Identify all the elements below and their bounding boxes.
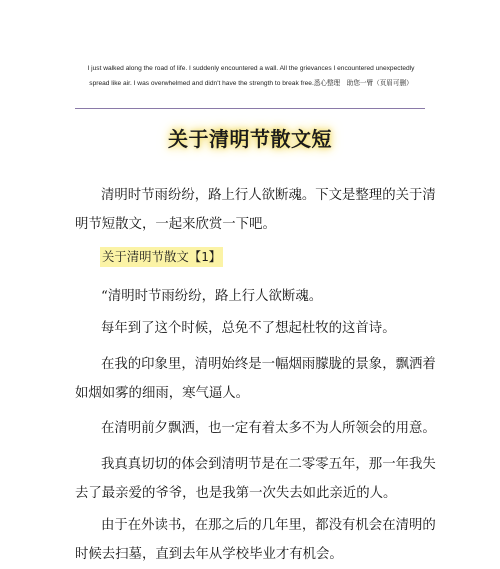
intro-line-1: 清明时节雨纷纷，路上行人欲断魂。下文是整理的关于清 <box>101 188 436 203</box>
page-header <box>75 62 427 91</box>
paragraph-line: 去了最亲爱的爷爷，也是我第一次失去如此亲近的人。 <box>75 486 397 501</box>
paragraph-line: 如烟如雾的细雨，寒气逼人。 <box>75 386 250 401</box>
paragraph <box>75 511 436 569</box>
paragraph <box>75 282 425 311</box>
paragraph <box>75 450 436 508</box>
paragraph-line: 在清明前夕飘洒，也一定有着太多不为人所领会的用意。 <box>101 421 436 436</box>
paragraph-line: 我真真切切的体会到清明节是在二零零五年，那一年我失 <box>101 457 436 472</box>
intro-line-2: 明节短散文，一起来欣赏一下吧。 <box>75 217 276 232</box>
paragraph-line: 由于在外读书，在那之后的几年里，都没有机会在清明的 <box>101 518 436 533</box>
intro-paragraph <box>75 181 436 239</box>
paragraph-line: 在我的印象里，清明始终是一幅烟雨朦胧的景象，飘洒着 <box>101 357 436 372</box>
header-divider <box>75 108 425 109</box>
section-heading: 关于清明节散文【1】 <box>100 247 223 267</box>
paragraph-line: 每年到了这个时候，总免不了想起杜牧的这首诗。 <box>101 321 396 336</box>
paragraph <box>75 350 436 408</box>
paragraph <box>75 314 425 343</box>
paragraph-line: 时候去扫墓，直到去年从学校毕业才有机会。 <box>75 547 343 562</box>
header-line-1: I just walked along the road of life. I suddenly encountered a wall. All the grievances I encountered unexpectedly <box>87 65 415 72</box>
document-title-text: 关于清明节散文短 <box>168 127 332 151</box>
paragraph <box>75 414 436 443</box>
paragraph-line: “清明时节雨纷纷，路上行人欲断魂。 <box>101 289 323 304</box>
document-title <box>0 124 500 154</box>
header-line-2: spread like air. I was overwhelmed and didn't have the strength to break free.悉心整理 助您一臂（页眉可删） <box>89 79 413 87</box>
